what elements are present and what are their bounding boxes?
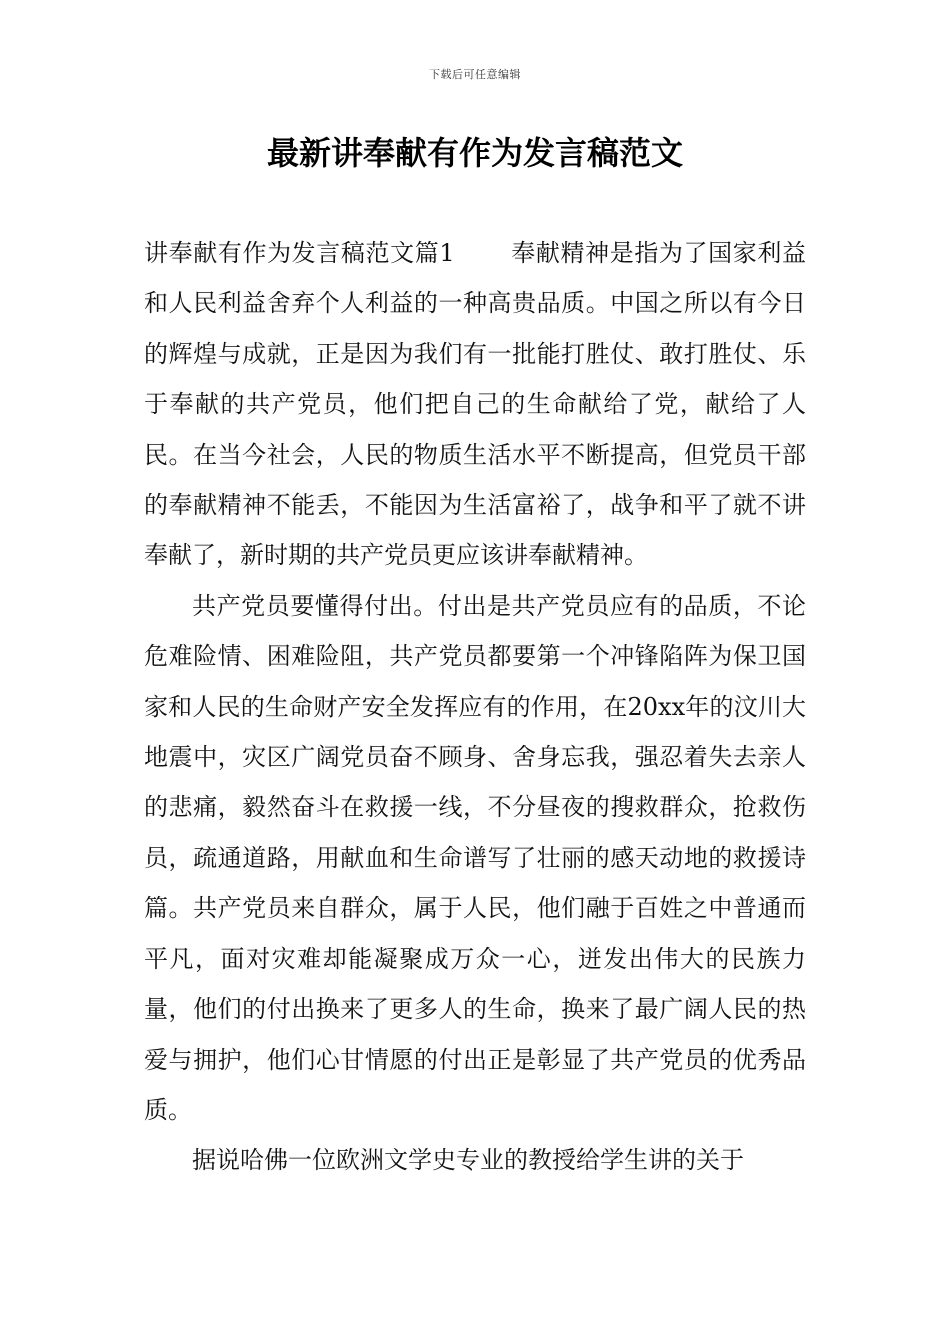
paragraph-1 [144, 228, 806, 581]
paragraph-1-text: 奉献精神是指为了国家利益和人民利益舍弃个人利益的一种高贵品质。中国之所以有今日的辉煌与成就，正是因为我们有一批能打胜仗、敢打胜仗、乐于奉献的共产党员，他们把自己的生命献给了党，献给了人民。在当今社会，人民的物质生活水平不断提高，但党员干部的奉献精神不能丢，不能因为生活富裕了，战争和平了就不讲奉献了，新时期的共产党员更应该讲奉献精神。 [144, 239, 806, 570]
paragraph-3: 据说哈佛一位欧洲文学史专业的教授给学生讲的关于 [192, 1146, 744, 1175]
document-body [144, 228, 806, 1186]
document-title: 最新讲奉献有作为发言稿范文 [266, 134, 683, 172]
paragraph-2: 共产党员要懂得付出。付出是共产党员应有的品质，不论危难险情、困难险阻，共产党员都要第一个冲锋陷阵为保卫国家和人民的生命财产安全发挥应有的作用，在20xx年的汶川大地震中，灾区广阔党员奋不顾身、舍身忘我，强忍着失去亲人的悲痛，毅然奋斗在救援一线，不分昼夜的搜救群众，抢救伤员，疏通道路，用献血和生命谱写了壮丽的感天动地的救援诗篇。共产党员来自群众，属于人民，他们融于百姓之中普通而平凡，面对灾难却能凝聚成万众一心，迸发出伟大的民族力量，他们的付出换来了更多人的生命，换来了最广阔人民的热爱与拥护，他们心甘情愿的付出正是彰显了共产党员的优秀品质。 [144, 591, 806, 1124]
header-note: 下载后可任意编辑 [429, 68, 521, 81]
section-lead: 讲奉献有作为发言稿范文篇1 [144, 239, 455, 267]
